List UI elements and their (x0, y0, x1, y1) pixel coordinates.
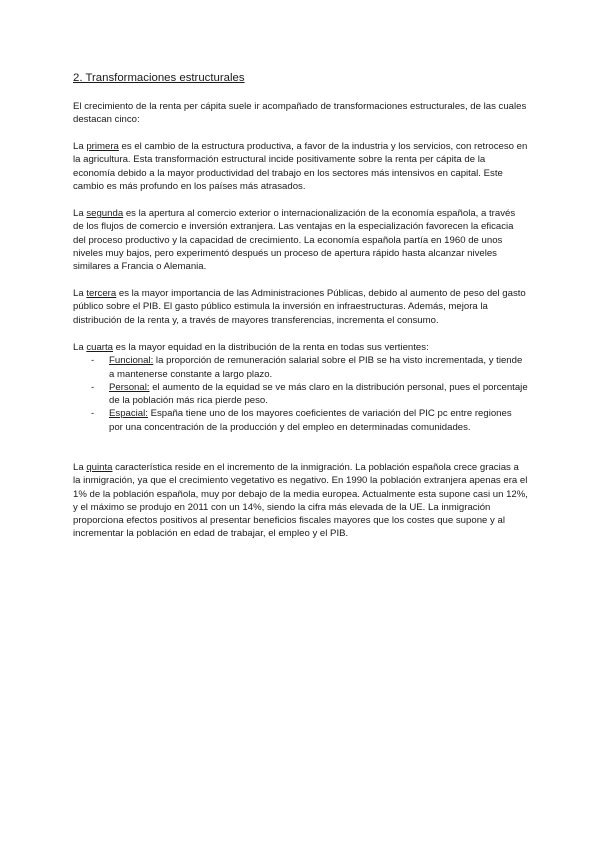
intro-paragraph: El crecimiento de la renta per cápita suele ir acompañado de transformaciones estructurales, de las cuales destacan cinco: (73, 101, 527, 126)
paragraph-quinta (73, 461, 528, 541)
paragraph-lead: La (73, 462, 87, 473)
paragraph-body: es la apertura al comercio exterior o internacionalización de la economía española, a través de los flujos de comercio e inversión extranjera. Las ventajas en la especialización favorecen la eficacia del proceso productivo y la capacidad de crecimiento. La economía española partía en 1960 de unos niveles muy bajos, pero experimentó después un proceso de apertura rápido hasta alcanzar niveles similares a Francia o Alemania. (73, 208, 516, 273)
paragraph-body: característica reside en el incremento de la inmigración. La población española crece gracias a la inmigración, ya que el crecimiento vegetativo es negativo. En 1990 la población extranjera apenas era el 1% de la población española, muy por debajo de la media europea. Actualmente esta supone casi un 12%, y el máximo se produjo en 2011 con un 14%, siendo la cifra más elevada de la UE. La inmigración proporciona efectos positivos al presentar beneficios fiscales mayores que los costes que supone y al incrementar la población en edad de trabajar, el empleo y el PIB. (73, 462, 528, 540)
list-item-text: el aumento de la equidad se ve más claro en la distribución personal, pues el porcentaje de la población más rica pierde peso. (109, 381, 528, 407)
list-item-term: Funcional: (109, 355, 154, 367)
keyword-cuarta: cuarta (86, 342, 114, 353)
paragraph-primera (73, 140, 528, 193)
paragraph-body: es la mayor equidad en la distribución de la renta en todas sus vertientes: (113, 342, 429, 353)
paragraph-lead: La (73, 288, 87, 299)
paragraph-cuarta-intro (73, 341, 528, 354)
equity-list (73, 354, 528, 434)
paragraph-tercera (73, 287, 528, 327)
paragraph-cuarta (73, 341, 528, 434)
list-item-term: Espacial: (109, 408, 148, 420)
paragraph-lead: La (73, 141, 87, 152)
keyword-segunda: segunda (86, 208, 124, 219)
list-item-text: España tiene uno de los mayores coeficientes de variación del PIC pc entre regiones por una concentración de la producción y del empleo en determinadas comunidades. (109, 408, 512, 433)
list-item (73, 407, 528, 434)
keyword-quinta: quinta (86, 462, 113, 473)
section-title: 2. Transformaciones estructurales (73, 72, 245, 84)
list-item (73, 354, 528, 381)
keyword-primera: primera (86, 141, 119, 152)
bullet-dash: - (91, 381, 95, 393)
paragraph-lead: La (73, 208, 87, 219)
paragraph-segunda (73, 207, 528, 273)
list-item (73, 381, 528, 408)
bullet-dash: - (91, 408, 95, 420)
list-item-term: Personal: (109, 381, 150, 393)
paragraph-lead: La (73, 342, 87, 353)
paragraph-body: es el cambio de la estructura productiva, a favor de la industria y los servicios, con retroceso en la agricultura. Esta transformación estructural incide positivamente sobre la renta per cápita de la economía debido a la mayor productividad del trabajo en los sectores más intensivos en capital. Este cambio es más profundo en los países más atrasados. (73, 141, 528, 192)
paragraph-body: es la mayor importancia de las Administraciones Públicas, debido al aumento de peso del gasto público sobre el PIB. El gasto público estimula la inversión en infraestructuras. Además, mejora la distribución de la renta y, a través de mayores transferencias, incrementa el consumo. (73, 288, 526, 326)
keyword-tercera: tercera (86, 288, 117, 299)
bullet-dash: - (91, 355, 95, 367)
list-item-text: la proporción de remuneración salarial sobre el PIB se ha visto incrementada, y tiende a mantenerse constante a largo plazo. (109, 355, 523, 380)
